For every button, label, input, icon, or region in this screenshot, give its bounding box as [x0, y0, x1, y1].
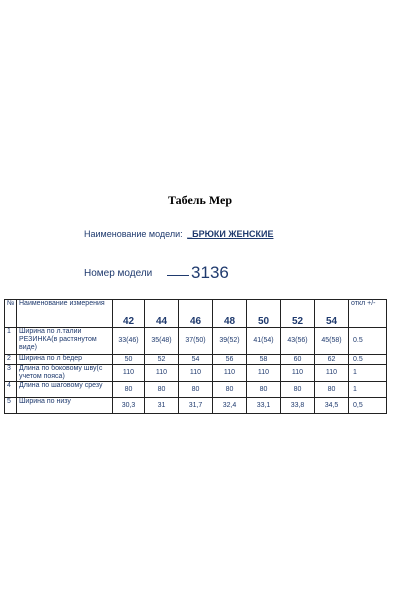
row-value: 54	[179, 355, 213, 365]
header-size: 46	[179, 300, 213, 328]
row-value: 60	[281, 355, 315, 365]
header-tolerance: откл +/-	[349, 300, 387, 328]
row-value: 80	[145, 382, 179, 398]
row-value: 110	[213, 365, 247, 382]
model-number-blank-line	[167, 267, 189, 276]
row-value: 80	[247, 382, 281, 398]
row-value: 33(46)	[113, 328, 145, 355]
header-size: 50	[247, 300, 281, 328]
row-value: 33,1	[247, 398, 281, 414]
row-num: 1	[5, 328, 17, 355]
row-num: 4	[5, 382, 17, 398]
row-name: Ширина по л.талии РЕЗИНКА(в растянутом виде)	[17, 328, 113, 355]
row-value: 31,7	[179, 398, 213, 414]
row-num: 3	[5, 365, 17, 382]
row-value: 80	[213, 382, 247, 398]
row-tolerance: 0,5	[349, 398, 387, 414]
table-row	[5, 398, 387, 414]
row-tolerance: 1	[349, 365, 387, 382]
header-size: 54	[315, 300, 349, 328]
row-tolerance: 1	[349, 382, 387, 398]
row-value: 62	[315, 355, 349, 365]
document-title: Табель Мер	[167, 193, 233, 207]
table-row	[5, 365, 387, 382]
row-value: 32,4	[213, 398, 247, 414]
row-value: 110	[315, 365, 349, 382]
row-value: 43(56)	[281, 328, 315, 355]
row-num: 2	[5, 355, 17, 365]
row-value: 52	[145, 355, 179, 365]
table-row	[5, 382, 387, 398]
row-value: 58	[247, 355, 281, 365]
table-row	[5, 355, 387, 365]
row-value: 110	[179, 365, 213, 382]
row-value: 110	[113, 365, 145, 382]
row-value: 41(54)	[247, 328, 281, 355]
header-size: 44	[145, 300, 179, 328]
table-row	[5, 328, 387, 355]
row-value: 110	[145, 365, 179, 382]
table-header-row	[5, 300, 387, 328]
row-value: 34,5	[315, 398, 349, 414]
row-value: 39(52)	[213, 328, 247, 355]
row-value: 110	[281, 365, 315, 382]
measurement-table	[4, 299, 387, 414]
row-value: 80	[315, 382, 349, 398]
row-name: Ширина по л бедер	[17, 355, 113, 365]
row-value: 31	[145, 398, 179, 414]
model-name-value: _БРЮКИ ЖЕНСКИЕ	[187, 229, 274, 239]
row-name: Ширина по низу	[17, 398, 113, 414]
header-size: 52	[281, 300, 315, 328]
header-size: 48	[213, 300, 247, 328]
model-number-row	[84, 261, 229, 281]
header-num: №	[5, 300, 17, 328]
row-name: Длина по боковому шву(с учетом пояса)	[17, 365, 113, 382]
row-value: 35(48)	[145, 328, 179, 355]
model-number-value: 3136	[191, 263, 229, 282]
row-tolerance: 0.5	[349, 328, 387, 355]
row-value: 56	[213, 355, 247, 365]
row-value: 80	[179, 382, 213, 398]
row-tolerance: 0.5	[349, 355, 387, 365]
row-value: 50	[113, 355, 145, 365]
row-value: 80	[281, 382, 315, 398]
model-name-row	[84, 229, 273, 239]
row-value: 37(50)	[179, 328, 213, 355]
model-number-label: Номер модели	[84, 268, 153, 279]
row-value: 45(58)	[315, 328, 349, 355]
row-value: 33,8	[281, 398, 315, 414]
header-size: 42	[113, 300, 145, 328]
row-name: Длина по шаговому срезу	[17, 382, 113, 398]
header-name: Наименование измерения	[17, 300, 113, 328]
row-num: 5	[5, 398, 17, 414]
model-name-label: Наименование модели:	[84, 229, 183, 239]
row-value: 110	[247, 365, 281, 382]
row-value: 30,3	[113, 398, 145, 414]
row-value: 80	[113, 382, 145, 398]
